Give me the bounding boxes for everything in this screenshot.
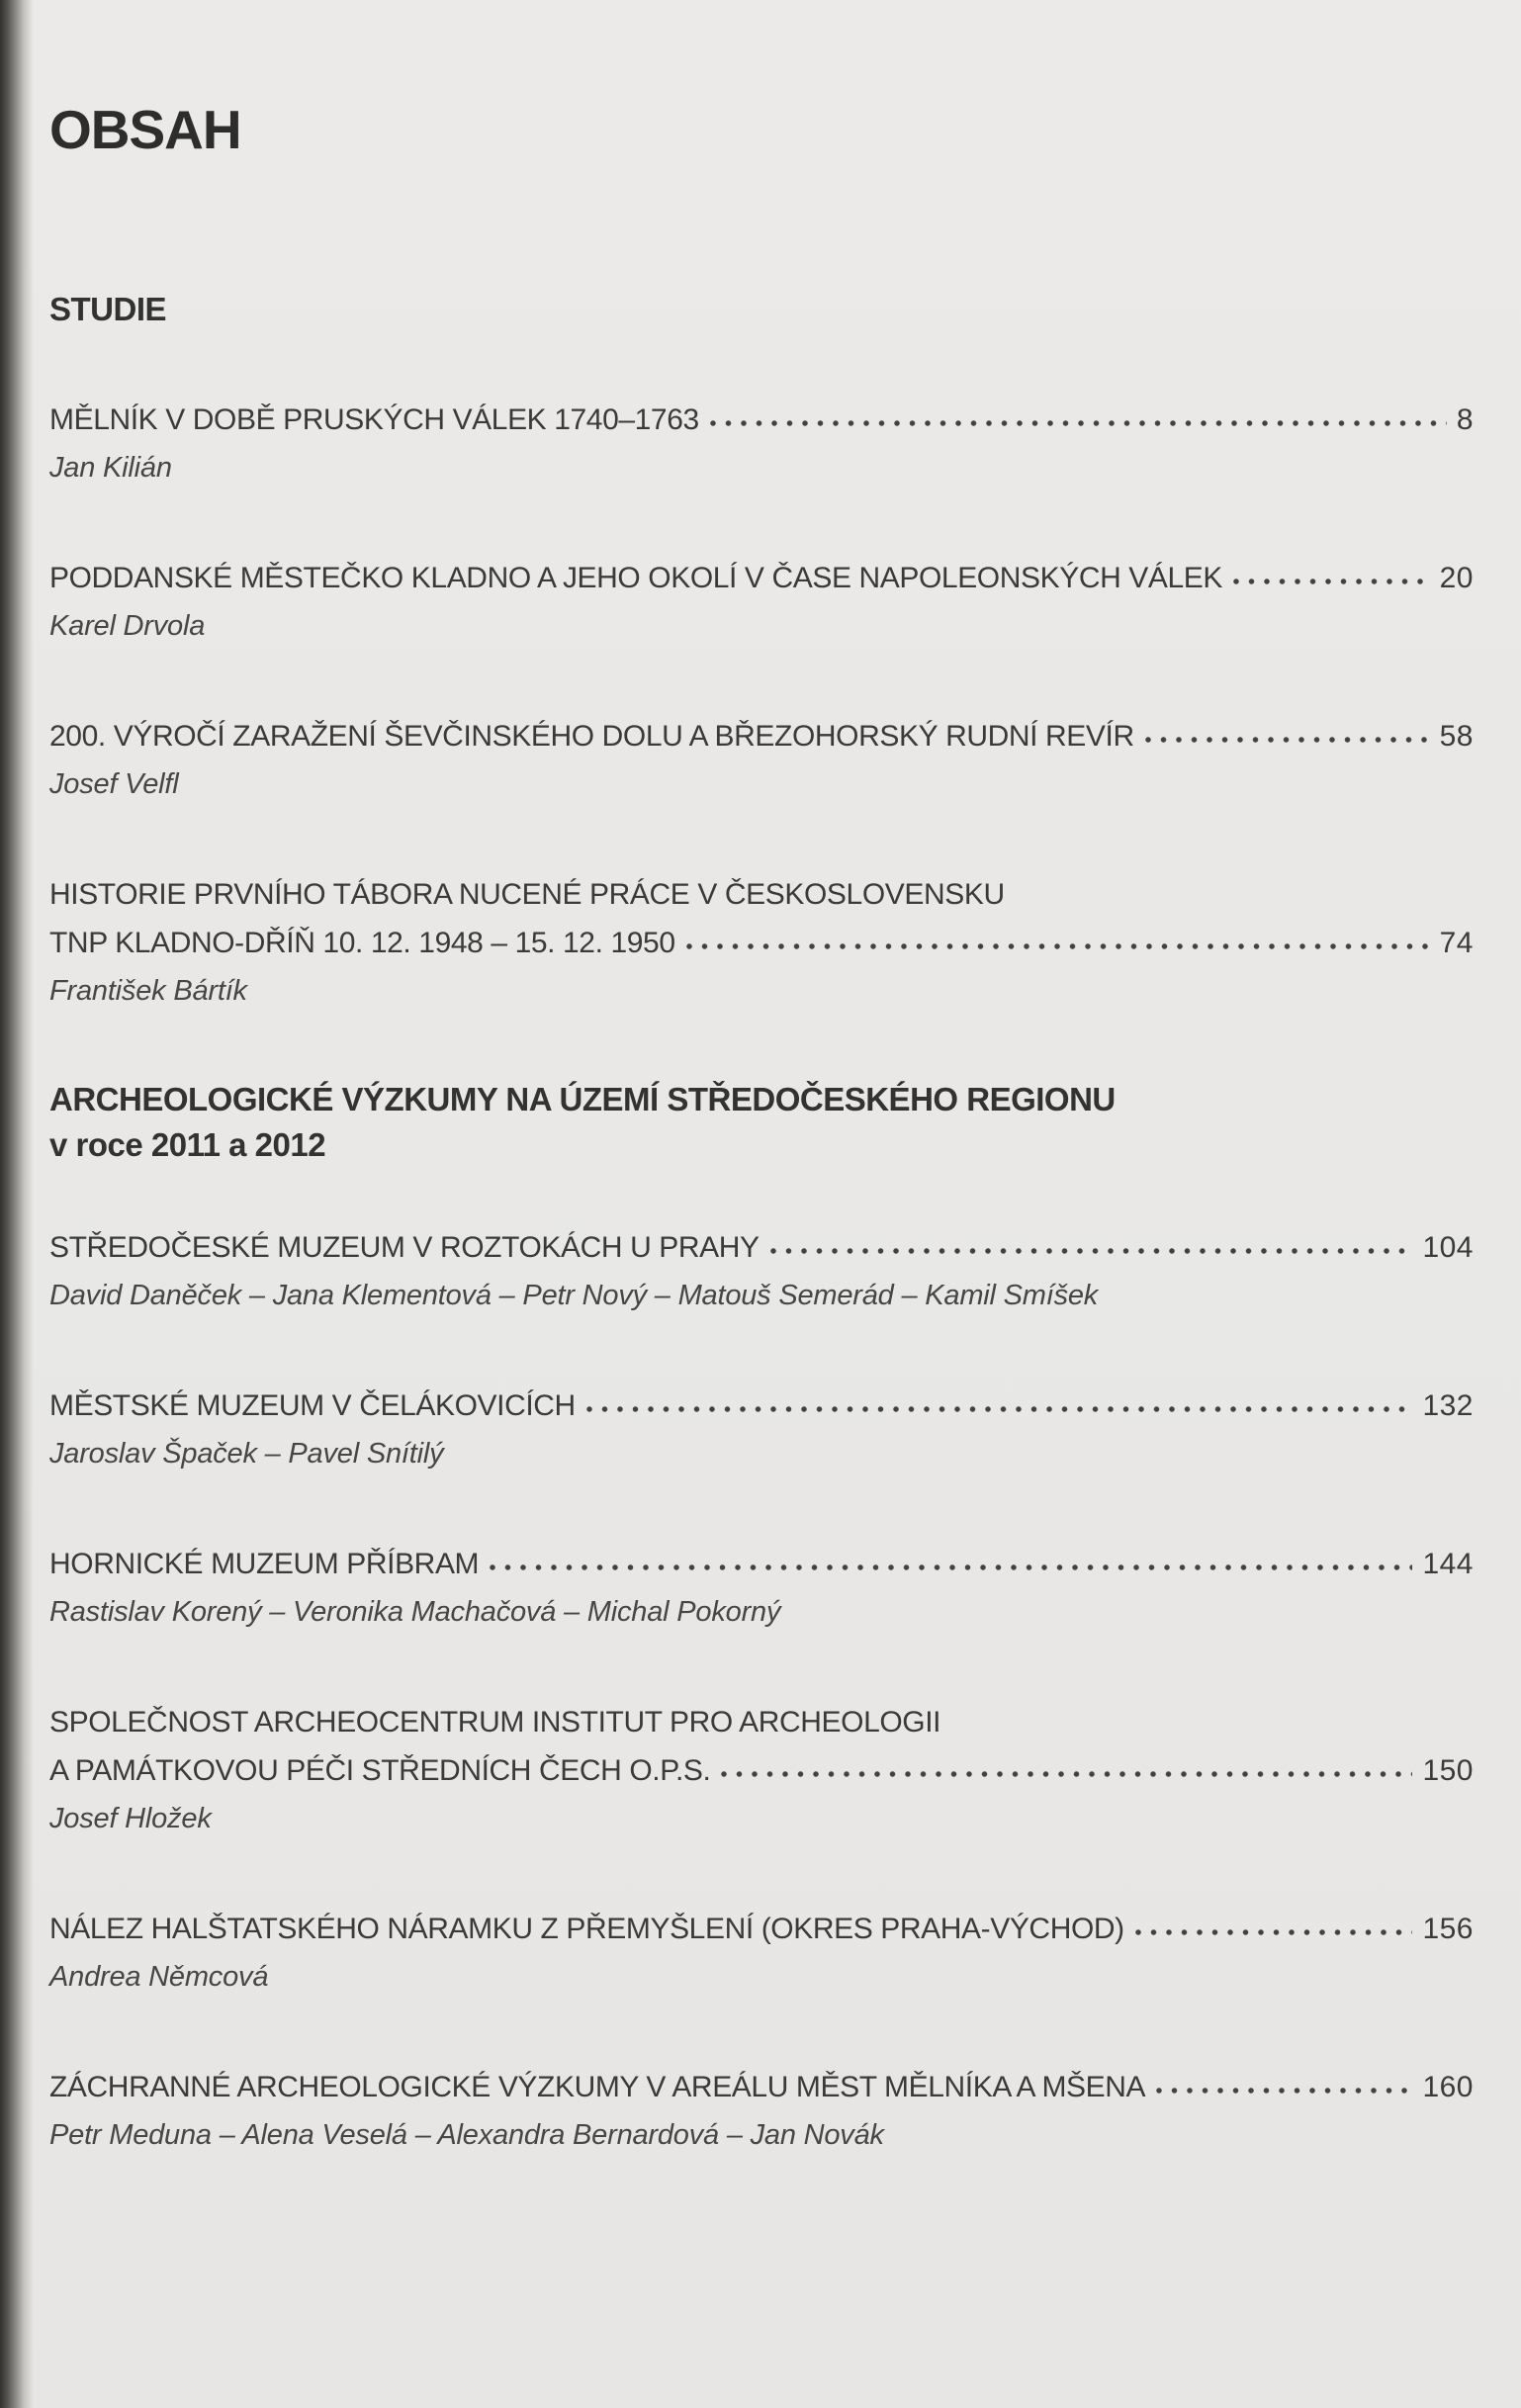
entry-authors: Andrea Němcová bbox=[49, 1961, 269, 1993]
toc-entry bbox=[49, 1905, 1474, 2002]
section-heading-line: v roce 2011 a 2012 bbox=[49, 1126, 326, 1163]
page-title: OBSAH bbox=[49, 99, 241, 160]
toc-entry bbox=[49, 554, 1474, 651]
entry-title-line bbox=[49, 1540, 1474, 1588]
entry-title-text: HORNICKÉ MUZEUM PŘÍBRAM bbox=[49, 1548, 480, 1580]
entry-title-text: TNP KLADNO-DŘÍŇ 10. 12. 1948 – 15. 12. 1950 bbox=[49, 927, 675, 959]
page-number: 156 bbox=[1422, 1913, 1474, 1945]
page-number: 104 bbox=[1422, 1231, 1474, 1264]
toc-entry bbox=[49, 1223, 1474, 1320]
page-number: 160 bbox=[1422, 2071, 1474, 2103]
section-heading-archeologicke-vyzkumy bbox=[49, 1077, 1474, 1168]
page-number: 20 bbox=[1439, 562, 1474, 594]
toc-entry bbox=[49, 1540, 1474, 1637]
dot-leader bbox=[1232, 578, 1430, 585]
entry-title-text: PODDANSKÉ MĚSTEČKO KLADNO A JEHO OKOLÍ V ČASE NAPOLEONSKÝCH VÁLEK bbox=[49, 562, 1223, 594]
entry-title-line bbox=[49, 870, 1474, 919]
entry-authors: Rastislav Korený – Veronika Machačová – Michal Pokorný bbox=[49, 1596, 781, 1628]
page-number: 8 bbox=[1456, 403, 1474, 436]
page-number: 74 bbox=[1439, 927, 1474, 959]
entry-title-text: A PAMÁTKOVOU PÉČI STŘEDNÍCH ČECH O.P.S. bbox=[49, 1754, 711, 1787]
dot-leader bbox=[1155, 2087, 1412, 2095]
entry-authors: Josef Velfl bbox=[49, 768, 179, 800]
entry-title-text: HISTORIE PRVNÍHO TÁBORA NUCENÉ PRÁCE V ČESKOSLOVENSKU bbox=[49, 878, 1005, 911]
section-heading-line: ARCHEOLOGICKÉ VÝZKUMY NA ÚZEMÍ STŘEDOČESKÉHO REGIONU bbox=[49, 1081, 1116, 1117]
toc-entry bbox=[49, 870, 1474, 1016]
page-number: 58 bbox=[1439, 720, 1474, 753]
entry-title-text: ZÁCHRANNÉ ARCHEOLOGICKÉ VÝZKUMY V AREÁLU MĚST MĚLNÍKA A MŠENA bbox=[49, 2071, 1146, 2103]
entry-title-line bbox=[49, 396, 1474, 444]
dot-leader bbox=[709, 419, 1447, 427]
entry-title-text: STŘEDOČESKÉ MUZEUM V ROZTOKÁCH U PRAHY bbox=[49, 1231, 760, 1264]
entry-title-line bbox=[49, 554, 1474, 602]
dot-leader bbox=[585, 1405, 1413, 1413]
entry-title-line bbox=[49, 1746, 1474, 1795]
entry-title-line bbox=[49, 1698, 1474, 1746]
entry-authors: Karel Drvola bbox=[49, 610, 206, 642]
toc-entry bbox=[49, 2063, 1474, 2160]
page-number: 144 bbox=[1422, 1548, 1474, 1580]
section-heading-studie bbox=[49, 287, 1474, 332]
entry-title-text: 200. VÝROČÍ ZARAŽENÍ ŠEVČINSKÉHO DOLU A BŘEZOHORSKÝ RUDNÍ REVÍR bbox=[49, 720, 1134, 753]
dot-leader bbox=[685, 942, 1430, 950]
entry-title-text: MĚLNÍK V DOBĚ PRUSKÝCH VÁLEK 1740–1763 bbox=[49, 403, 699, 436]
page-number: 150 bbox=[1422, 1754, 1474, 1787]
entry-authors: Petr Meduna – Alena Veselá – Alexandra Bernardová – Jan Novák bbox=[49, 2119, 884, 2151]
dot-leader bbox=[489, 1563, 1412, 1571]
entry-title-line bbox=[49, 1382, 1474, 1430]
section-heading-line: STUDIE bbox=[49, 291, 167, 327]
entry-title-line bbox=[49, 1223, 1474, 1272]
toc-entry bbox=[49, 396, 1474, 492]
entry-authors: Josef Hložek bbox=[49, 1803, 212, 1834]
entry-title-text: NÁLEZ HALŠTATSKÉHO NÁRAMKU Z PŘEMYŠLENÍ (OKRES PRAHA-VÝCHOD) bbox=[49, 1913, 1124, 1945]
entry-title-line bbox=[49, 2063, 1474, 2111]
entry-authors: David Daněček – Jana Klementová – Petr Nový – Matouš Semerád – Kamil Smíšek bbox=[49, 1280, 1099, 1311]
dot-leader bbox=[769, 1247, 1413, 1255]
entry-authors: Jan Kilián bbox=[49, 452, 172, 484]
entry-title-line bbox=[49, 712, 1474, 760]
entry-title-line bbox=[49, 1905, 1474, 1953]
entry-authors: František Bártík bbox=[49, 975, 247, 1007]
toc-entry bbox=[49, 712, 1474, 809]
dot-leader bbox=[720, 1770, 1412, 1778]
page-number: 132 bbox=[1422, 1389, 1474, 1422]
toc-entry bbox=[49, 1698, 1474, 1843]
entry-authors: Jaroslav Špaček – Pavel Snítilý bbox=[49, 1438, 444, 1470]
toc-entry bbox=[49, 1382, 1474, 1478]
dot-leader bbox=[1134, 1928, 1413, 1936]
entry-title-text: SPOLEČNOST ARCHEOCENTRUM INSTITUT PRO ARCHEOLOGII bbox=[49, 1706, 941, 1739]
dot-leader bbox=[1144, 736, 1430, 744]
entry-title-line bbox=[49, 919, 1474, 967]
entry-title-text: MĚSTSKÉ MUZEUM V ČELÁKOVICÍCH bbox=[49, 1389, 576, 1422]
